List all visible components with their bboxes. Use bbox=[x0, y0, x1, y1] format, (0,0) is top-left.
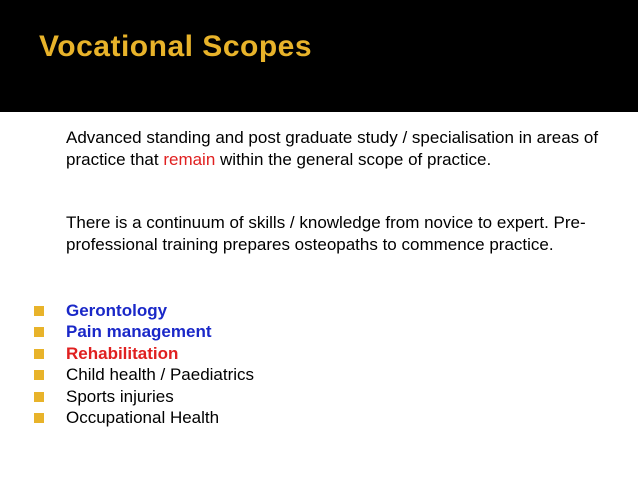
bullet-text: Rehabilitation bbox=[66, 343, 179, 363]
scope-bullet-list bbox=[30, 300, 254, 428]
bullet-item bbox=[30, 321, 254, 342]
bullet-item bbox=[30, 407, 254, 428]
title-bar bbox=[0, 0, 638, 112]
bullet-text: Pain management bbox=[66, 322, 212, 342]
square-bullet-icon bbox=[34, 370, 44, 380]
slide-title: Vocational Scopes bbox=[39, 30, 313, 63]
bullet-item bbox=[30, 300, 254, 321]
square-bullet-icon bbox=[34, 306, 44, 316]
square-bullet-icon bbox=[34, 392, 44, 402]
bullet-text: Gerontology bbox=[66, 301, 168, 320]
bullet-text: Occupational Health bbox=[66, 407, 220, 427]
bullet-item bbox=[30, 386, 254, 407]
square-bullet-icon bbox=[34, 413, 44, 423]
paragraph-continuum: There is a continuum of skills / knowledge from novice to expert. Pre-professional training prepares osteopaths to commence practice. bbox=[66, 213, 586, 254]
bullet-item bbox=[30, 364, 254, 385]
square-bullet-icon bbox=[34, 327, 44, 337]
bullet-text: Child health / Paediatrics bbox=[66, 365, 255, 385]
highlight-remain: remain bbox=[163, 150, 216, 169]
bullet-item bbox=[30, 343, 254, 364]
paragraph-text-after: within the general scope of practice. bbox=[215, 150, 492, 169]
paragraph-text-before: Advanced standing and post graduate study / specialisation in areas of practice that bbox=[66, 128, 599, 169]
paragraph-advanced-standing bbox=[66, 127, 626, 171]
square-bullet-icon bbox=[34, 349, 44, 359]
bullet-text: Sports injuries bbox=[66, 386, 174, 406]
